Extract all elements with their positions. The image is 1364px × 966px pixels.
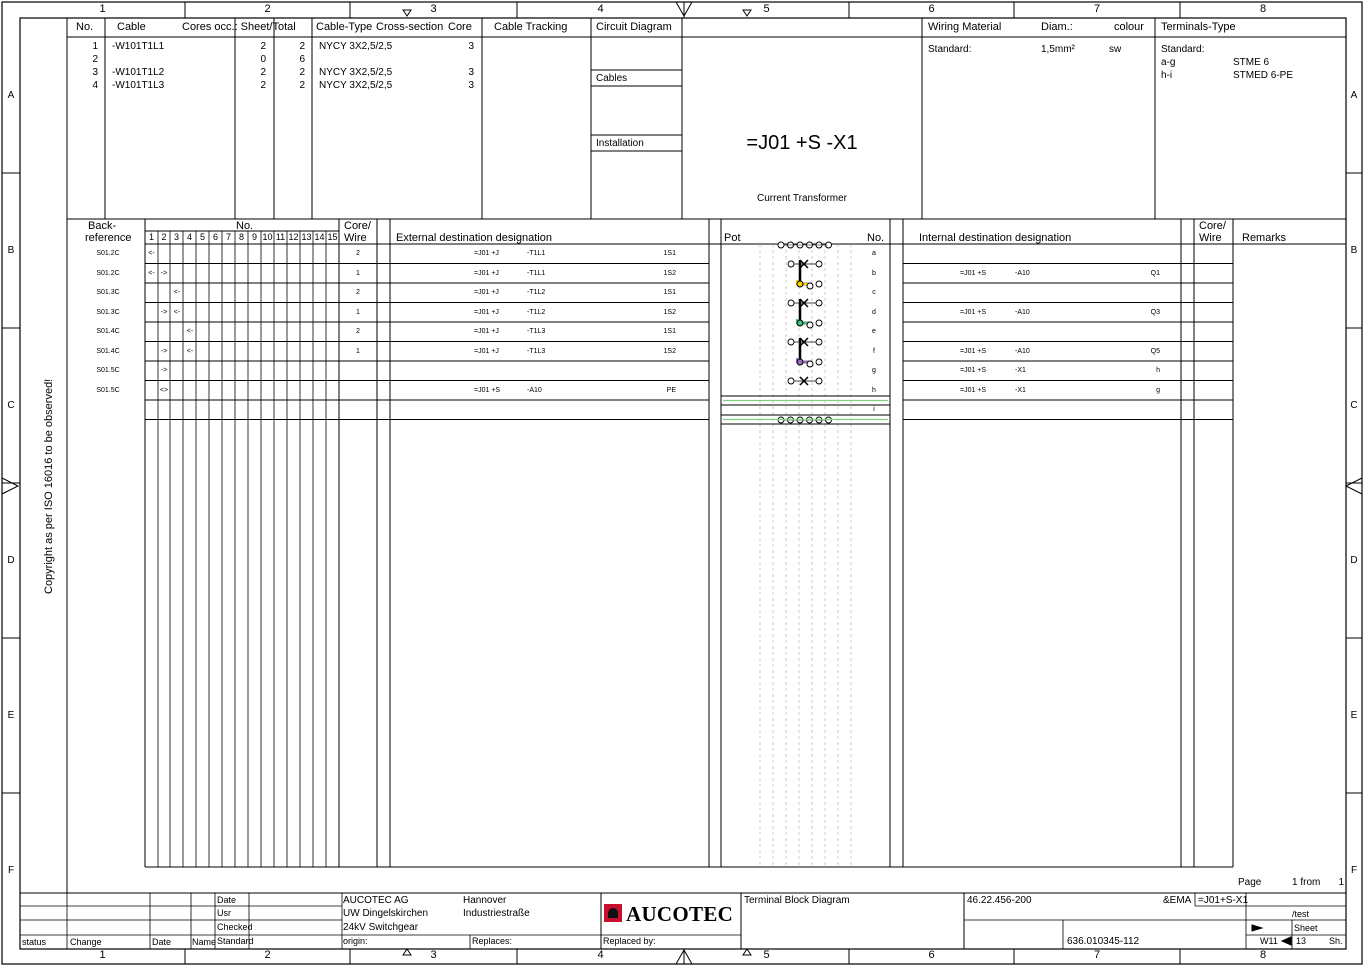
page-from: 1 from [1292,877,1321,888]
column-label-bottom: 7 [1093,949,1101,961]
int-function: =J01 +S [960,367,987,374]
back-reference: S01.5C [96,367,120,374]
terminal-letter: d [872,308,876,316]
back-reference: S01.2C [96,250,120,257]
ct-color-node [797,281,803,287]
cable-row-sheet: 2 [260,67,266,78]
int-device: -X1 [1015,386,1026,394]
no-column-number: 3 [173,232,179,242]
ext-function: =J01 +J [474,347,499,355]
route-marker: -> [160,367,168,374]
header-cross-section: Cross-section [376,21,444,33]
back-reference: S01.5C [96,386,120,394]
terminals-standard-label: Standard: [1161,44,1205,55]
ext-device: -T1L1 [527,250,546,257]
terminal-x [816,339,822,345]
header-diam: Diam.: [1041,21,1073,33]
no-column-number: 9 [251,232,257,242]
ext-connection: 1S1 [663,250,676,257]
header-core-right: Core/ [1199,220,1226,232]
terminal-letter: f [873,347,875,355]
terminal-x [816,261,822,267]
no-column-number: 7 [225,232,231,242]
header-internal-destination: Internal destination designation [919,232,1072,244]
ext-device: -T1L2 [527,289,546,296]
header-no: No. [76,21,94,33]
column-label-top: 7 [1093,3,1101,15]
circuit-label-cables: Cables [596,73,628,84]
back-reference: S01.3C [96,289,120,296]
header-core: Core/ [344,220,371,232]
cable-row-total: 2 [299,80,305,91]
route-marker: -> [160,347,168,355]
int-device: -A10 [1015,269,1030,277]
header-cable-tracking: Cable Tracking [494,21,568,33]
project-line1: UW Dingelskirchen [343,908,429,919]
copyright-notice: Copyright as per ISO 16016 to be observed! [43,378,55,594]
int-connection: g [1156,386,1160,394]
ext-function: =J01 +J [474,328,499,335]
cable-row-no: 1 [92,41,98,52]
project-line2: 24kV Switchgear [343,922,419,933]
row-label-left: A [7,89,15,101]
ct-color-node [797,320,803,326]
row-label-right: D [1350,554,1358,566]
row-label-left: E [7,709,15,721]
core-wire: 1 [356,269,360,277]
core-wire: 1 [356,308,360,316]
no-column-number: 4 [186,232,192,242]
no-column-number: 2 [161,232,167,242]
terminals-range: a-g [1161,57,1176,68]
label-date: Date [217,895,237,905]
no-column-number: 5 [199,232,205,242]
cable-row-no: 4 [92,80,98,91]
header-colour: colour [1114,21,1144,33]
arrow-left-icon [1282,937,1291,945]
route-marker: -> [160,308,168,316]
company-name: AUCOTEC AG [343,895,409,906]
no-column-number: 11 [275,232,286,242]
cable-row-sheet: 0 [260,54,266,65]
wiring-standard-label: Standard: [928,44,972,55]
cable-row-name: -W101T1L2 [112,67,165,78]
back-reference: S01.4C [96,347,120,355]
header-cable-type: Cable-Type [316,21,373,33]
column-label-bottom: 3 [430,949,437,961]
cable-row-sheet: 2 [260,41,266,52]
w-label: W11 [1260,936,1278,946]
header-wire: Wire [344,232,367,244]
column-label-top: 8 [1259,3,1267,15]
company-street: Industriestraße [463,908,530,919]
route-marker: <- [186,347,194,355]
ext-connection: PE [666,386,676,394]
header-reference: reference [85,232,132,244]
back-reference: S01.4C [96,328,120,335]
ct-end-node [807,322,813,328]
header-terminal-no: No. [867,232,885,244]
ext-connection: 1S1 [663,328,676,335]
terminal-x [788,378,794,384]
no-column-number: 13 [301,232,312,242]
int-device: -A10 [1015,347,1030,355]
ext-function: =J01 +J [474,269,499,277]
wiring-colour-value: sw [1109,44,1122,55]
terminal-x [788,339,794,345]
no-column-number: 6 [212,232,218,242]
header-core: Core [448,21,472,33]
header-wiring-material: Wiring Material [928,21,1002,33]
ct-end-node [807,361,813,367]
row-label-left: C [7,399,15,411]
document-title: Terminal Block Diagram [744,895,850,906]
terminal-letter: b [872,269,876,277]
column-label-top: 2 [264,3,271,15]
cable-row-type: NYCY 3X2,5/2,5 [319,67,393,78]
terminal-circle [816,320,822,326]
int-connection: Q1 [1150,269,1160,277]
arrow-icon [1252,925,1262,931]
document-number: 46.22.456-200 [967,895,1032,906]
wiring-diam-value: 1,5mm² [1041,44,1075,55]
column-label-top: 1 [99,3,106,15]
terminal-letter: a [872,250,876,257]
column-label-top: 3 [430,3,437,15]
logo-mark-icon [604,904,622,922]
ext-connection: 1S2 [663,308,676,316]
circuit-label-installation: Installation [596,138,644,149]
ct-color-node [797,359,803,365]
terminal-letter: c [872,289,876,296]
terminal-designation: =J01 +S -X1 [746,132,858,154]
terminal-x [816,378,822,384]
terminals-type: STME 6 [1233,57,1270,68]
row-label-right: A [1350,89,1358,101]
column-label-top: 6 [928,3,935,15]
int-device: -A10 [1015,308,1030,316]
label-date2: Date [152,937,172,947]
core-wire: 1 [356,347,360,355]
terminal-subtitle: Current Transformer [756,193,848,204]
terminal-circle [816,359,822,365]
column-label-top: 4 [597,3,604,15]
terminal-x [788,300,794,306]
row-label-right: B [1350,244,1358,256]
int-device: -X1 [1015,367,1026,374]
ema-label: &EMA [1163,895,1192,906]
column-label-bottom: 1 [99,949,106,961]
row-label-right: C [1350,399,1358,411]
int-connection: Q3 [1150,308,1160,316]
route-marker: <- [173,289,181,296]
drawing-code: 636.010345-112 [1067,936,1140,947]
ema-value: =J01+S-X1 [1198,895,1249,906]
header-external-destination: External destination designation [396,232,552,244]
ext-device: -T1L2 [527,308,546,316]
row-label-left: D [7,554,15,566]
label-replaces: Replaces: [472,936,513,946]
sheet-number: 13 [1296,936,1307,946]
logo-text: AUCOTEC [626,902,734,926]
ext-device: -T1L1 [527,269,546,277]
row-label-right: E [1350,709,1358,721]
label-replaced-by: Replaced by: [603,936,656,946]
back-reference: S01.3C [96,308,120,316]
ext-device: -T1L3 [527,328,546,335]
header-cable: Cable [117,21,146,33]
no-column-number: 8 [238,232,244,242]
cable-row-total: 6 [299,54,305,65]
header-terminals-type: Terminals-Type [1161,21,1236,33]
marker-triangle [743,10,751,16]
cable-row-core: 3 [468,41,474,52]
row-label-left: B [7,244,15,256]
back-reference: S01.2C [96,269,120,277]
ext-function: =J01 +S [474,386,501,394]
header-cores-occ: Cores occ.: Sheet/Total [182,21,296,33]
terminal-letter: i [873,406,875,413]
terminal-x [788,261,794,267]
no-column-number: 15 [327,232,338,242]
route-marker: <- [148,250,155,257]
page-label: Page [1238,877,1262,888]
int-connection: Q5 [1150,347,1160,355]
ext-connection: 1S2 [663,269,676,277]
ext-function: =J01 +J [474,250,499,257]
test-label: /test [1292,909,1310,919]
column-label-bottom: 2 [264,949,271,961]
center-mark-left [2,478,18,494]
page-total: 1 [1338,877,1344,888]
terminals-type: STMED 6-PE [1233,70,1294,81]
header-remarks: Remarks [1242,232,1287,244]
column-label-bottom: 6 [928,949,935,961]
label-checked: Checked [217,922,253,932]
cable-row-core: 3 [468,80,474,91]
center-mark-right [1346,478,1362,494]
cable-row-total: 2 [299,41,305,52]
ct-end-node [807,283,813,289]
core-wire: 2 [356,250,360,257]
no-column-number: 14 [314,232,325,242]
header-wire-right: Wire [1199,232,1222,244]
terminal-letter: h [872,386,876,394]
route-marker: -> [160,269,168,277]
ext-function: =J01 +J [474,308,499,316]
inner-border [20,18,1346,949]
cable-row-total: 2 [299,67,305,78]
column-label-bottom: 4 [597,949,604,961]
route-marker: <- [173,308,181,316]
company-city: Hannover [463,895,507,906]
int-function: =J01 +S [960,269,987,277]
column-label-bottom: 8 [1259,949,1267,961]
terminal-x [816,300,822,306]
label-origin: origin: [343,936,368,946]
cable-row-name: -W101T1L3 [112,80,165,91]
row-label-right: F [1350,865,1358,876]
header-no-group: No. [236,220,254,232]
column-label-top: 5 [763,3,770,15]
no-column-number: 10 [262,232,273,242]
int-connection: h [1156,367,1160,374]
label-standard: Standard [217,936,254,946]
marker-triangle [743,949,751,955]
label-change: Change [70,937,102,947]
cable-row-no: 3 [92,67,98,78]
aucotec-logo [604,902,740,926]
route-marker: <- [186,328,194,335]
sh-label: Sh. [1329,936,1343,946]
row-label-left: F [7,865,15,876]
no-column-number: 1 [148,232,154,242]
label-status: status [22,937,47,947]
terminal-letter: e [872,328,876,335]
column-label-bottom: 5 [763,949,770,961]
core-wire: 2 [356,289,360,296]
cable-row-core: 3 [468,67,474,78]
route-marker: <> [159,386,169,394]
terminal-letter: g [872,367,876,374]
ext-function: =J01 +J [474,289,499,296]
terminals-range: h-i [1161,70,1173,81]
int-function: =J01 +S [960,347,987,355]
marker-triangle [403,949,411,955]
ext-device: -A10 [527,386,542,394]
header-pot: Pot [724,232,741,244]
cable-row-type: NYCY 3X2,5/2,5 [319,41,393,52]
label-name: Name [192,937,217,947]
terminal-circle [816,281,822,287]
marker-triangle [403,10,411,16]
sheet-label: Sheet [1294,923,1318,933]
core-wire: 2 [356,328,360,335]
int-function: =J01 +S [960,308,987,316]
ext-device: -T1L3 [527,347,546,355]
route-marker: <- [148,269,155,277]
cable-row-name: -W101T1L1 [112,41,165,52]
ext-connection: 1S1 [663,289,676,296]
cable-row-type: NYCY 3X2,5/2,5 [319,80,393,91]
header-circuit-diagram: Circuit Diagram [596,21,672,33]
int-function: =J01 +S [960,386,987,394]
header-back: Back- [88,220,117,232]
ext-connection: 1S2 [663,347,676,355]
cable-row-no: 2 [92,54,98,65]
bridge-top [778,242,784,248]
label-usr: Usr [217,908,231,918]
cable-row-sheet: 2 [260,80,266,91]
no-column-number: 12 [288,232,299,242]
